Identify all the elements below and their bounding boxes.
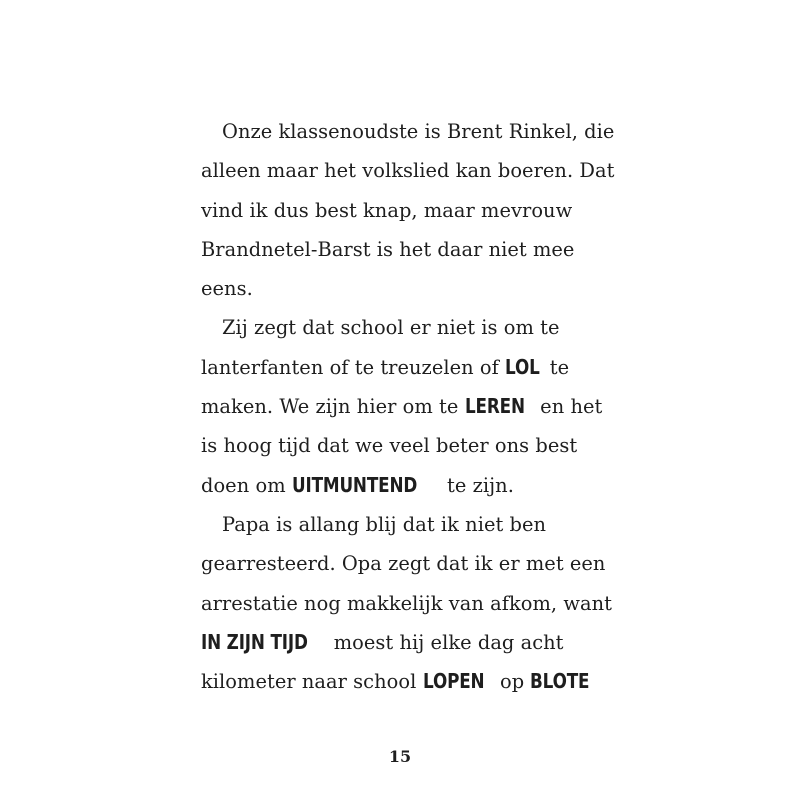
emphasized-word: IN ZIJN TIJD [201, 629, 308, 654]
text-line [201, 662, 611, 701]
text-segment: Zij zegt dat school er niet is om te [222, 316, 560, 340]
text-segment: alleen maar het volkslied kan boeren. Dat [201, 159, 615, 183]
text-line [201, 308, 611, 347]
text-segment: en het [533, 395, 603, 419]
text-segment: eens. [201, 277, 253, 301]
body-text [201, 112, 615, 701]
emphasized-word: BLOTE [530, 669, 590, 694]
text-segment: te zijn. [440, 473, 514, 497]
text-line [201, 151, 615, 190]
text-line [201, 112, 615, 151]
emphasized-word: LOL [505, 354, 540, 379]
page-number: 15 [388, 747, 412, 766]
text-segment: maken. We zijn hier om te [201, 395, 465, 419]
text-segment: is hoog tijd dat we veel beter ons best [201, 434, 578, 458]
text-line [201, 387, 611, 426]
text-line [201, 584, 611, 623]
text-line [201, 426, 611, 465]
text-segment: arrestatie nog makkelijk van afkom, want [201, 591, 612, 615]
text-segment: op [493, 670, 531, 694]
text-line [201, 466, 611, 505]
text-line [201, 269, 611, 308]
text-line [201, 348, 611, 387]
text-line [201, 505, 611, 544]
text-segment: Onze klassenoudste is Brent Rinkel, die [222, 120, 615, 143]
emphasized-word: LEREN [464, 394, 525, 419]
emphasized-word: LOPEN [422, 669, 485, 694]
text-segment: moest hij elke dag acht [327, 630, 564, 654]
text-line [201, 191, 611, 230]
text-segment: gearresteerd. Opa zegt dat ik er met een [201, 552, 606, 576]
text-segment: doen om [201, 473, 292, 497]
text-segment: kilometer naar school [201, 670, 423, 694]
text-line [201, 623, 611, 662]
text-segment: vind ik dus best knap, maar mevrouw [201, 198, 573, 222]
text-segment: lanterfanten of te treuzelen of [201, 355, 506, 379]
text-line [201, 544, 611, 583]
text-line [201, 230, 611, 269]
text-segment: Papa is allang blij dat ik niet ben [222, 512, 547, 536]
text-segment: te [543, 355, 570, 379]
emphasized-word: UITMUNTEND [291, 472, 417, 497]
text-segment: Brandnetel-Barst is het daar niet mee [201, 237, 575, 261]
